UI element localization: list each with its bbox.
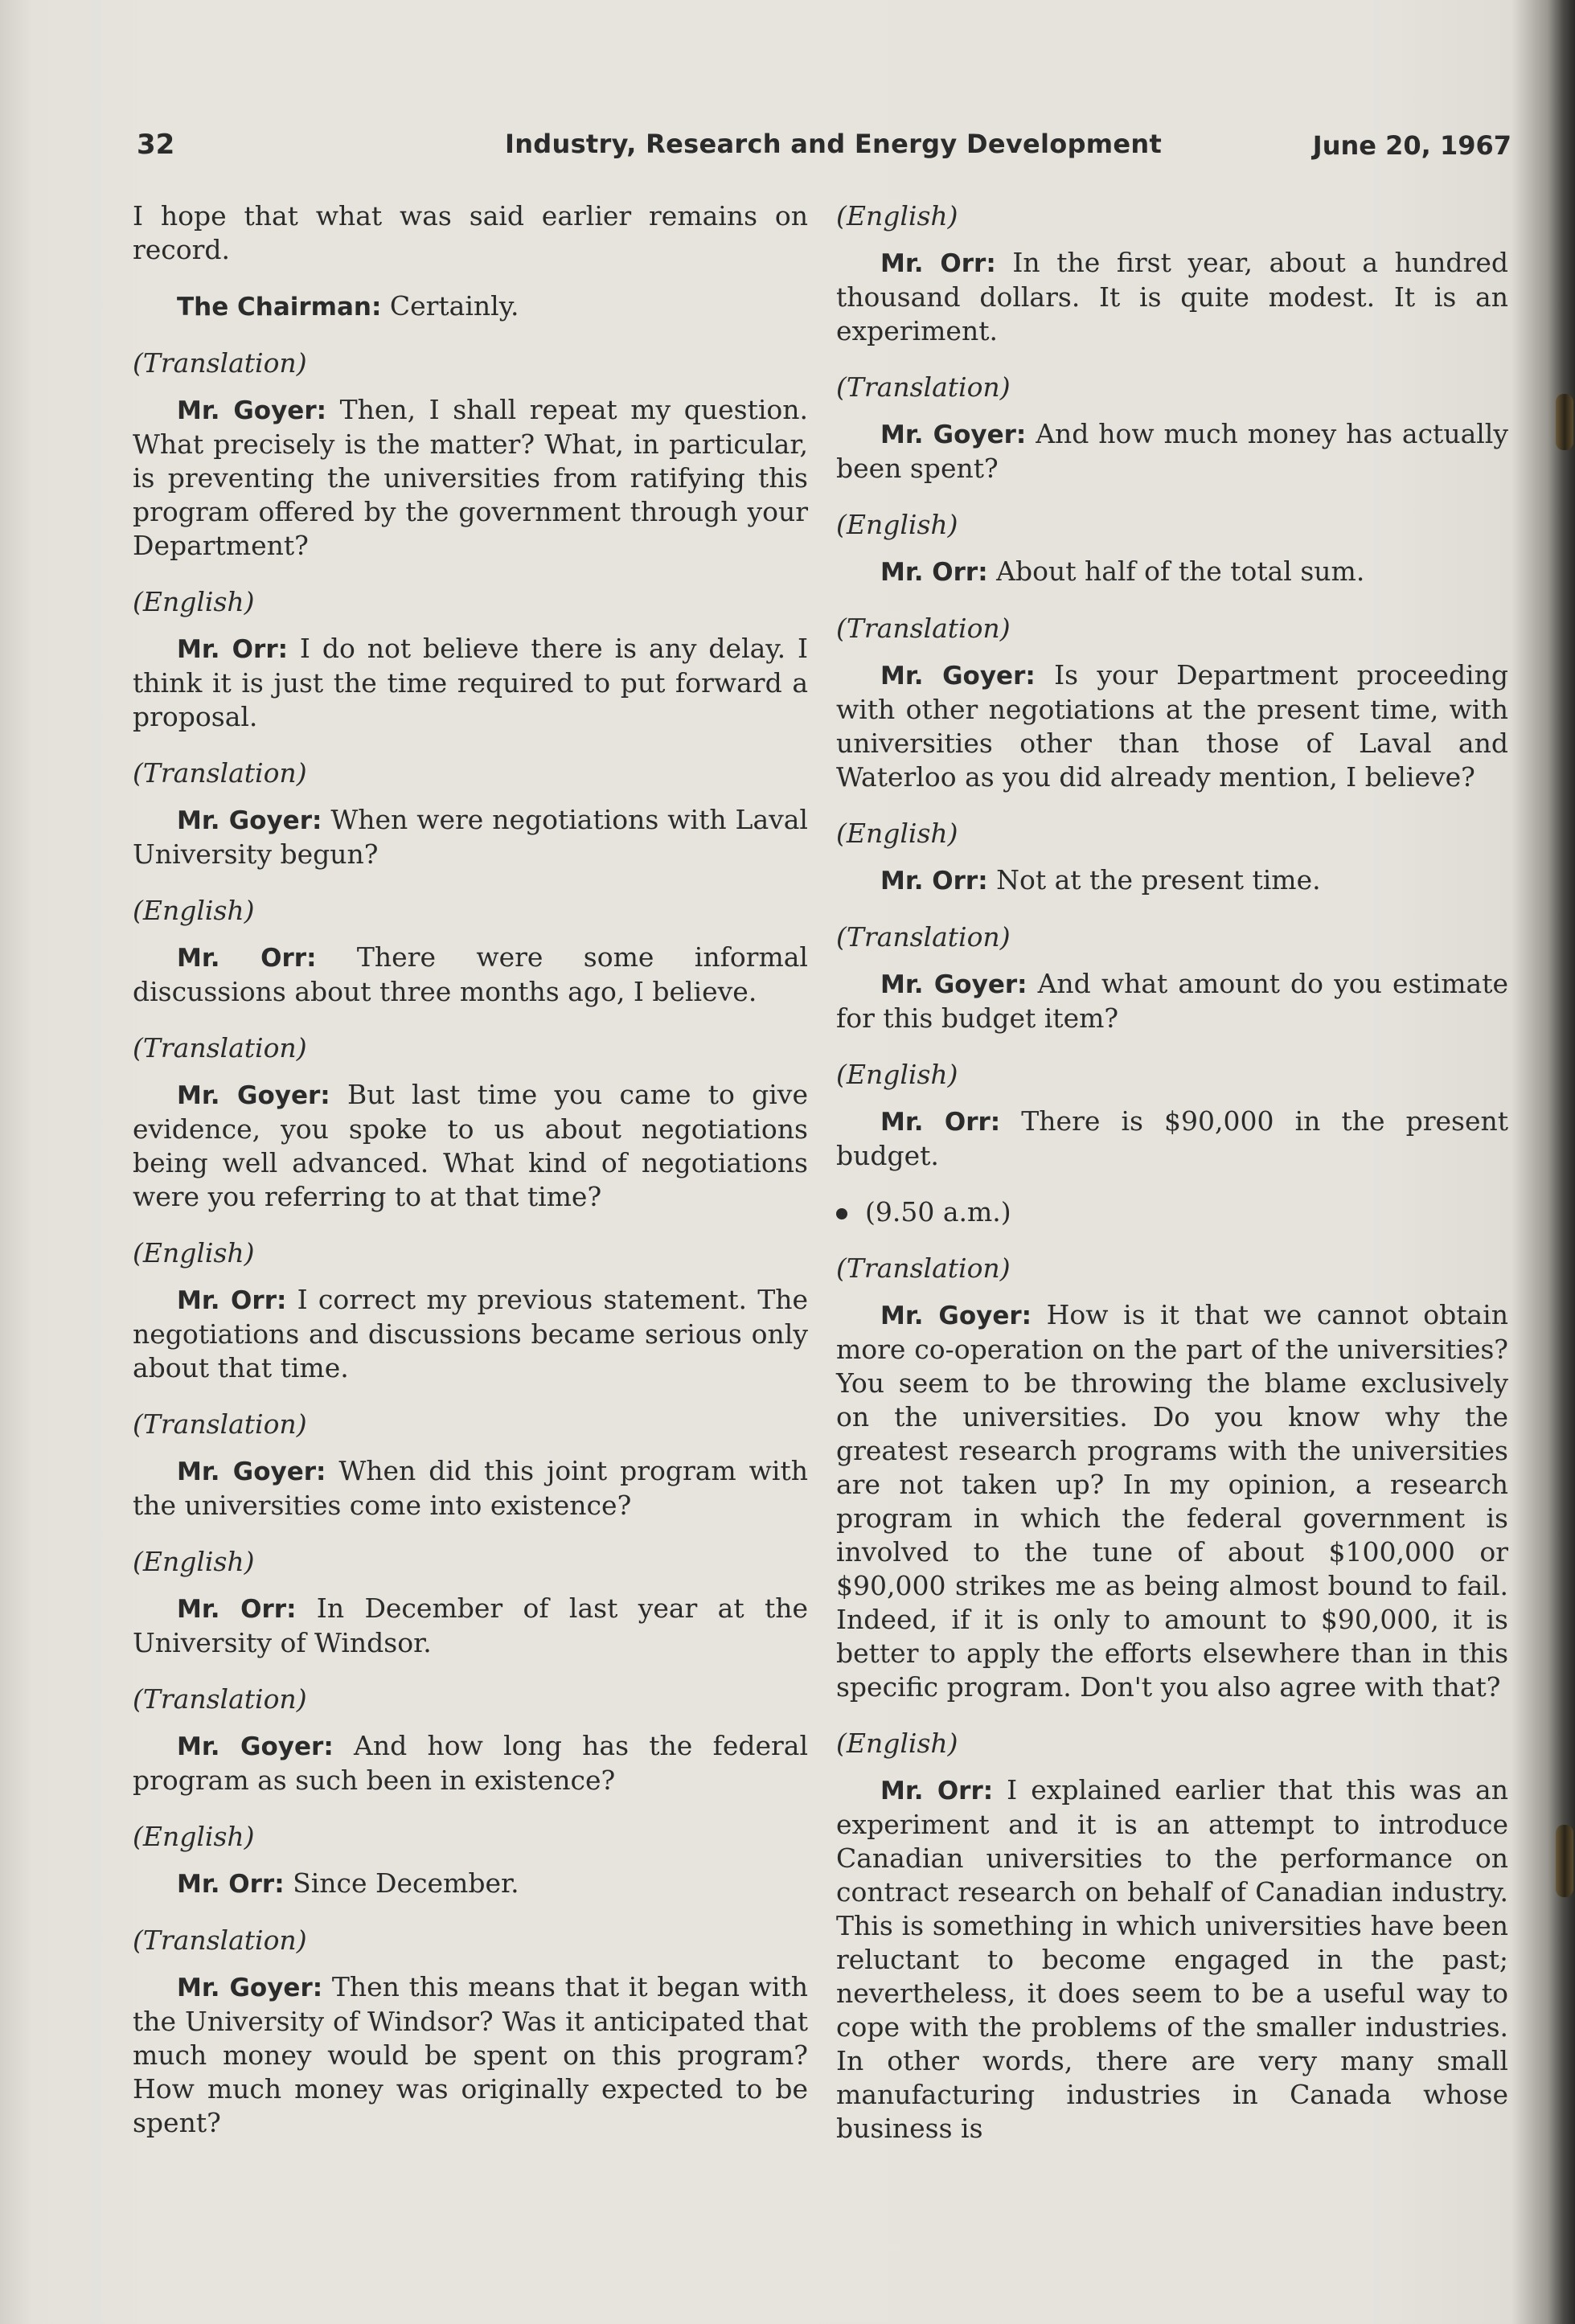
language-marker: (Translation) [133,1683,307,1715]
speaker-name: Mr. Goyer: [177,1457,326,1486]
paragraph-text: I do not believe there is any delay. I think it is just the time required to put forward a proposal. [133,633,808,732]
paragraph-text: When did this joint program with the universities come into existence? [133,1455,808,1521]
language-marker: (Translation) [836,1252,1011,1284]
transcript-paragraph [133,1078,808,1214]
transcript-paragraph [836,1105,1508,1173]
paragraph-text: About half of the total sum. [987,555,1365,587]
language-marker: (Translation) [836,371,1011,403]
paragraph-text: In the first year, about a hundred thousand dollars. It is quite modest. It is an experiment. [836,247,1508,346]
paragraph-text: I correct my previous statement. The negotiations and discussions became serious only about that time. [133,1284,808,1383]
running-header [137,129,1511,169]
language-marker: (Translation) [133,757,307,789]
language-marker: (English) [836,200,958,232]
language-marker: (English) [836,509,958,540]
speaker-name: Mr. Orr: [177,635,289,664]
speaker-name: Mr. Orr: [880,558,988,587]
transcript-paragraph [133,199,808,267]
speaker-name: The Chairman: [177,293,382,322]
paragraph-text: Since December. [284,1867,519,1899]
paragraph-text: And how long has the federal program as such been in existence? [133,1730,809,1796]
transcript-paragraph [133,1729,808,1797]
language-marker: (Translation) [133,1032,307,1064]
page-date: June 20, 1967 [1312,130,1511,161]
paragraph-text: But last time you came to give evidence, you spoke to us about negotiations being well advanced. What kind of negotiations were you referring to at that time? [133,1079,808,1212]
language-marker: (Translation) [836,921,1011,953]
language-marker: (English) [836,1728,958,1759]
language-marker: (Translation) [133,1924,307,1956]
transcript-paragraph [836,417,1508,486]
language-marker: (Translation) [133,347,307,379]
speaker-name: Mr. Orr: [880,249,996,278]
speaker-name: Mr. Orr: [880,1108,1001,1137]
paragraph-text: In December of last year at the University of Windsor. [133,1592,808,1658]
transcript-paragraph [133,941,808,1009]
speaker-name: Mr. Goyer: [177,1081,330,1110]
transcript-paragraph [836,658,1508,794]
language-marker: (English) [836,1059,958,1090]
binder-clip-bottom [1556,1825,1573,1897]
speaker-name: Mr. Orr: [177,944,317,973]
transcript-paragraph [133,289,808,324]
language-marker: (English) [133,1546,255,1577]
paragraph-text: And how much money has actually been spent? [836,418,1509,484]
language-marker: (English) [836,818,958,849]
transcript-paragraph [133,1970,808,2140]
speaker-name: Mr. Orr: [880,1777,994,1806]
transcript-paragraph [133,1454,808,1523]
speaker-name: Mr. Goyer: [177,396,327,425]
speaker-name: Mr. Goyer: [880,970,1027,999]
transcript-paragraph [836,967,1508,1035]
language-marker: (English) [133,1237,255,1269]
transcript-paragraph [133,1283,808,1385]
paragraph-text: How is it that we cannot obtain more co-operation on the part of the universities? You seem to be throwing the blame exclusively on the universities. Do you know why the greatest research programs with the universities are not taken up? In my opinion, a research program in which the federal government is involved to the tune of about $100,000 or $90,000 strikes me as being almost bound to fail. Indeed, if it is only to amount to $90,000, it is better to apply the efforts elsewhere than in this specific program. Don't you also agree with that? [836,1299,1508,1703]
running-title: Industry, Research and Energy Development [505,129,1163,159]
transcript-paragraph [133,632,808,734]
time-marker [836,1195,1508,1229]
time-marker-text: (9.50 a.m.) [865,1196,1011,1228]
left-column [133,199,808,2162]
speaker-name: Mr. Goyer: [177,1974,323,2002]
transcript-paragraph [836,863,1508,898]
language-marker: (Translation) [836,613,1011,644]
paragraph-text: There is $90,000 in the present budget. [836,1105,1508,1171]
paragraph-text: I explained earlier that this was an experiment and it is an attempt to introduce Canadian universities to the performance on contract research on behalf of Canadian industry. This is something in which universities have been reluctant to become engaged in the past; nevertheless, it does seem to be a useful way to cope with the problems of the smaller industries. In other words, there are very many small manufacturing industries in Canada whose business is [836,1774,1508,2144]
transcript-paragraph [836,246,1508,348]
page-number: 32 [137,129,175,161]
paragraph-text: There were some informal discussions about three months ago, I believe. [133,941,808,1007]
transcript-paragraph [133,1592,808,1660]
transcript-paragraph [133,393,808,563]
paragraph-text: Not at the present time. [987,864,1321,896]
transcript-paragraph [836,1773,1508,2146]
transcript-paragraph [133,1867,808,1901]
transcript-paragraph [836,555,1508,589]
language-marker: (English) [133,586,255,617]
paragraph-text: I hope that what was said earlier remains on record. [133,200,808,265]
binder-clip-top [1556,394,1573,450]
paragraph-text: And what amount do you estimate for this budget item? [836,968,1508,1034]
right-column [836,199,1508,2168]
transcript-paragraph [133,803,808,871]
speaker-name: Mr. Goyer: [880,662,1036,691]
paragraph-text: When were negotiations with Laval University begun? [133,804,808,870]
speaker-name: Mr. Goyer: [177,806,322,835]
speaker-name: Mr. Goyer: [880,420,1027,449]
transcript-paragraph [836,1298,1508,1704]
speaker-name: Mr. Goyer: [880,1301,1032,1330]
language-marker: (English) [133,895,255,926]
paragraph-text: Then, I shall repeat my question. What precisely is the matter? What, in particular, is preventing the universities from ratifying this program offered by the government through your Department? [133,394,808,561]
paragraph-text: Then this means that it began with the University of Windsor? Was it anticipated that much money would be spent on this program? How much money was originally expected to be spent? [133,1971,809,2138]
language-marker: (Translation) [133,1408,307,1440]
speaker-name: Mr. Goyer: [177,1732,334,1761]
speaker-name: Mr. Orr: [177,1595,297,1624]
bullet-icon [836,1208,847,1219]
speaker-name: Mr. Orr: [880,867,988,896]
language-marker: (English) [133,1821,255,1852]
speaker-name: Mr. Orr: [177,1286,287,1315]
paragraph-text: Certainly. [381,290,519,322]
speaker-name: Mr. Orr: [177,1870,285,1899]
paragraph-text: Is your Department proceeding with other negotiations at the present time, with universities other than those of Laval and Waterloo as you did already mention, I believe? [836,659,1508,793]
